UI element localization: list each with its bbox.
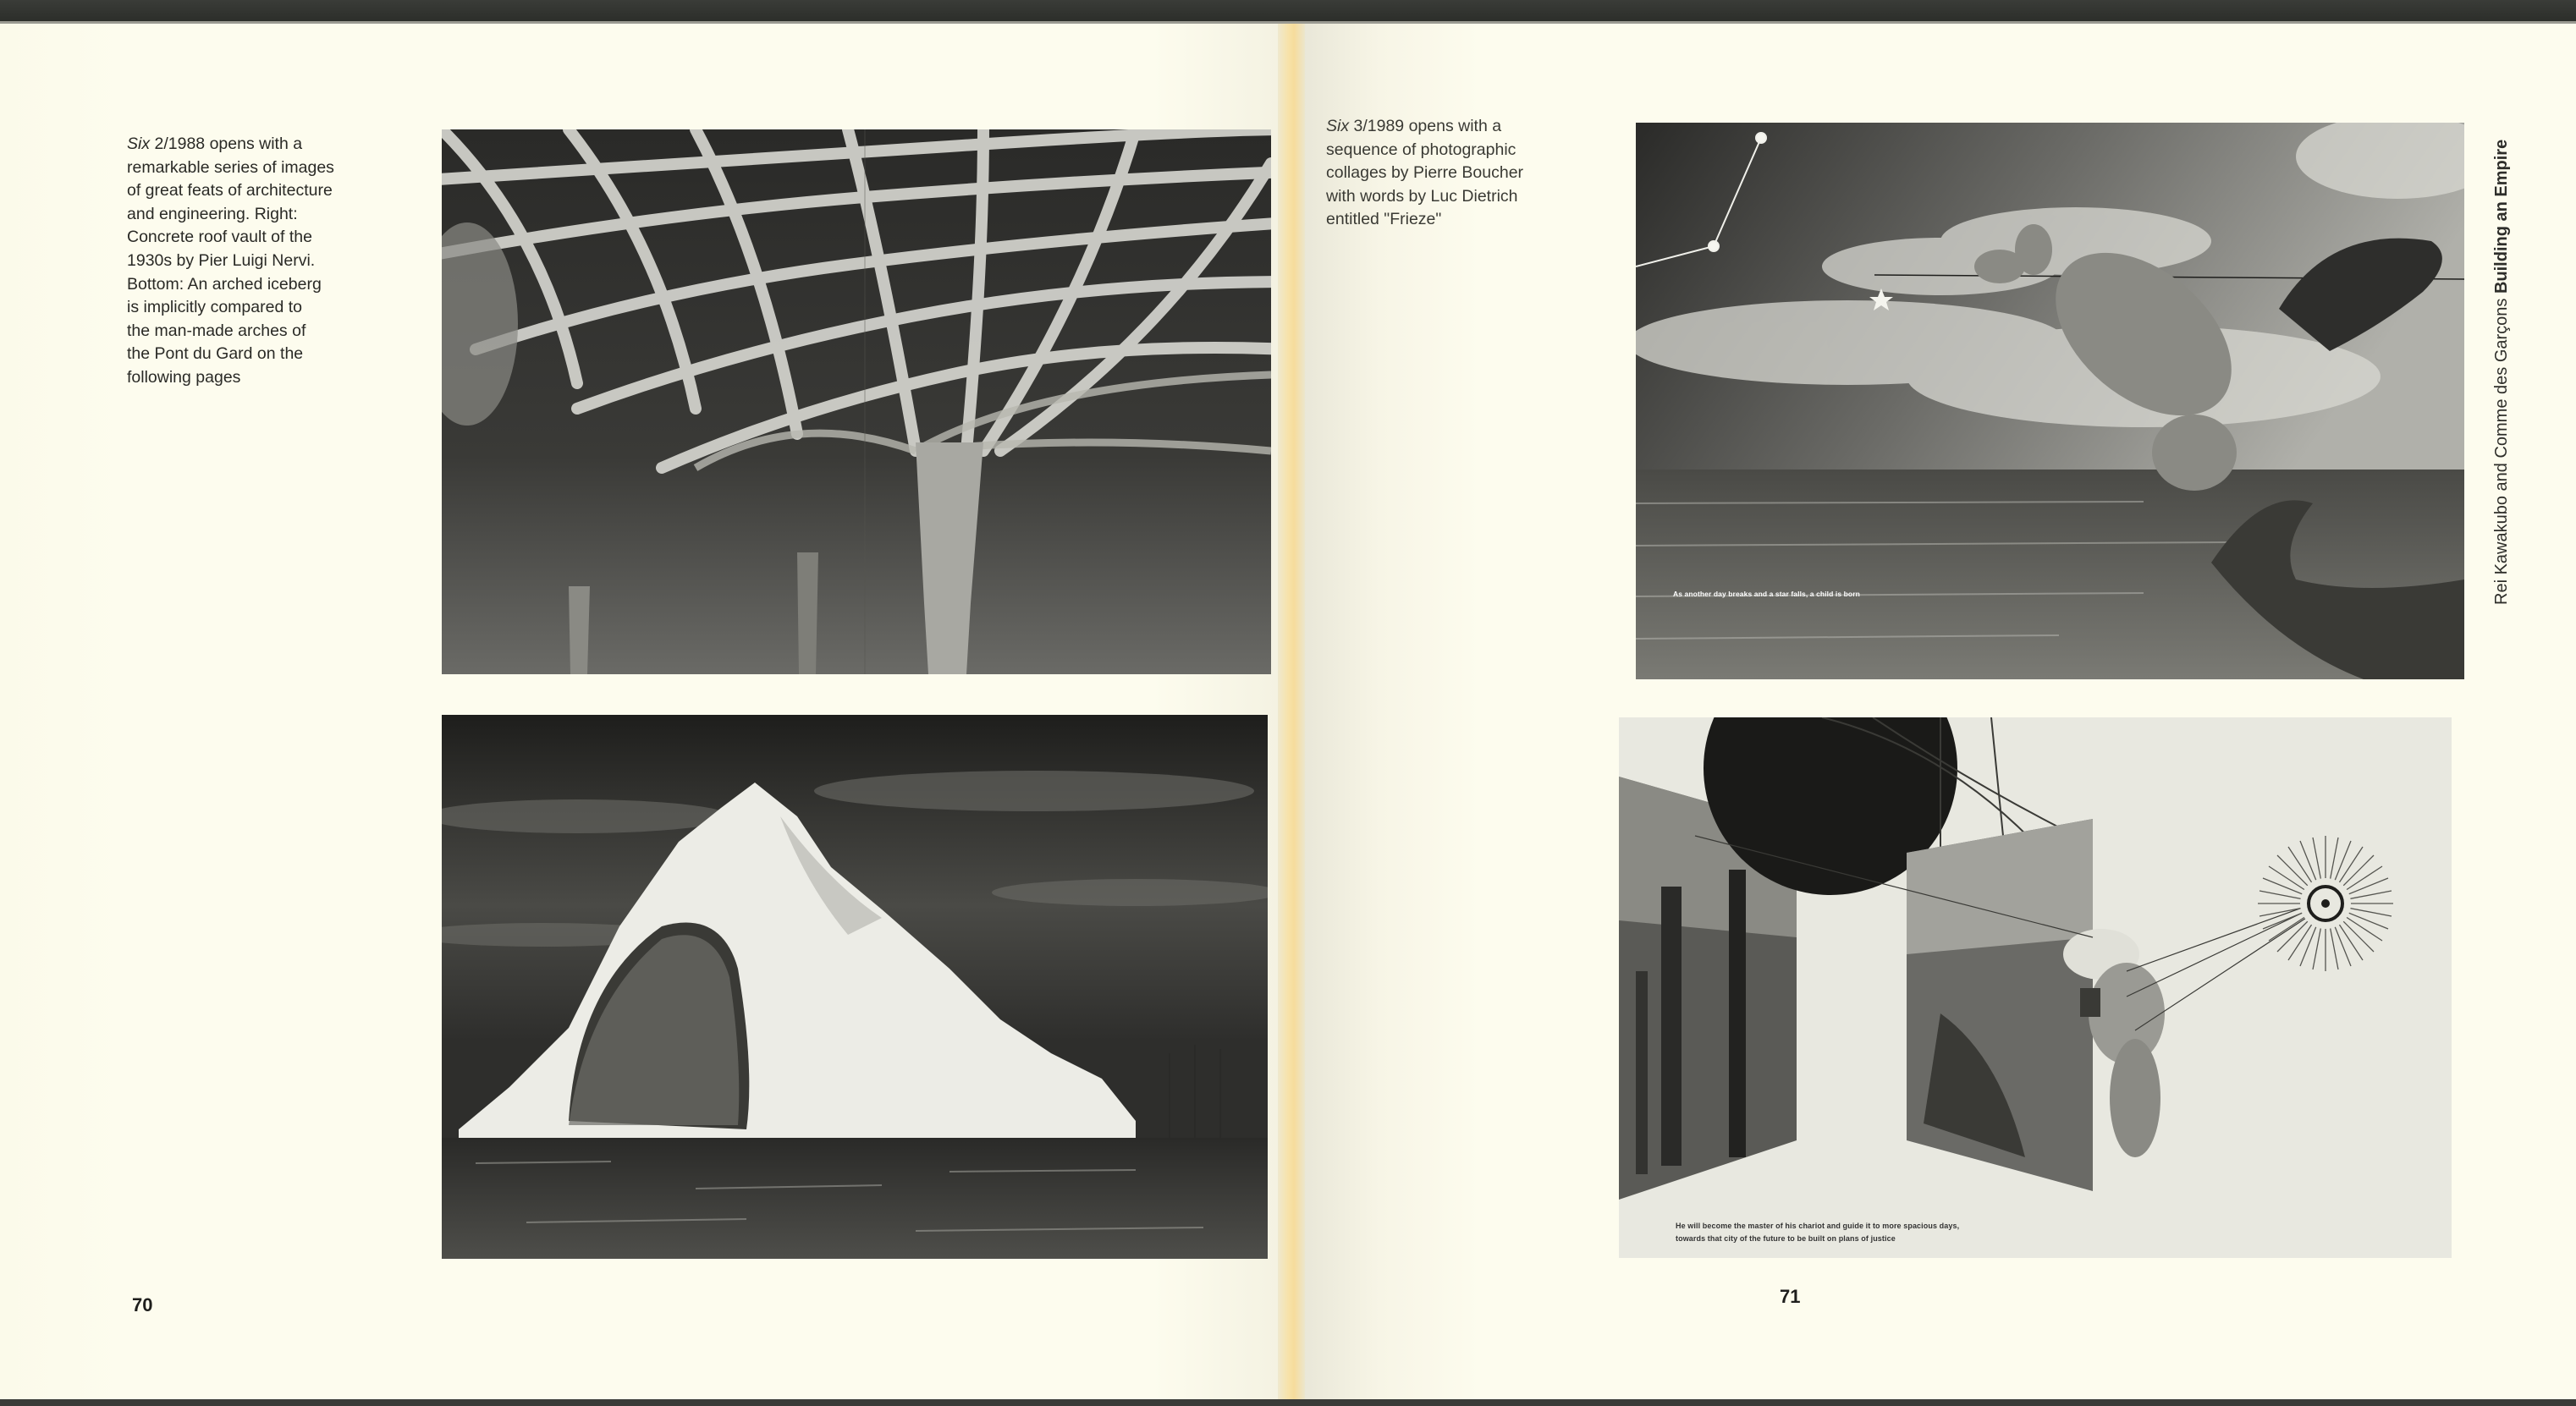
caption-line: remarkable series of images <box>127 157 334 177</box>
caption-line: Concrete roof vault of the <box>127 228 312 247</box>
collage-city-illustration <box>1619 717 2452 1258</box>
book-spine <box>1278 24 1305 1399</box>
running-head <box>2492 140 2512 605</box>
caption-line: collages by Pierre Boucher <box>1326 163 1524 183</box>
caption-line: He will become the master of his chariot and guide it to more spacious days, <box>1676 1222 1960 1230</box>
running-head-author: Rei Kawakubo and Comme des Garçons <box>2492 294 2511 605</box>
caption-italic-title: Six <box>1326 117 1350 135</box>
caption-line: is implicitly compared to <box>127 298 302 317</box>
photo-collage-city-future <box>1619 717 2452 1258</box>
vault-illustration <box>442 129 1271 674</box>
sun-target-icon <box>2258 836 2393 971</box>
caption-line: towards that city of the future to be built on plans of justice <box>1676 1234 1896 1243</box>
caption-line: 3/1989 opens with a <box>1349 117 1502 135</box>
caption-line: entitled "Frieze" <box>1326 210 1442 229</box>
caption-line: Bottom: An arched iceberg <box>127 274 322 294</box>
photo-collage-child-born <box>1636 123 2464 679</box>
photo-concrete-vault <box>442 129 1271 674</box>
page-number-right: 71 <box>1780 1286 1801 1307</box>
caption-line: sequence of photographic <box>1326 140 1516 159</box>
caption-italic-title: Six <box>127 135 151 153</box>
left-caption <box>127 133 381 390</box>
scanner-bottom-edge <box>0 1399 2576 1406</box>
image-overlay-caption <box>1676 1220 1959 1245</box>
caption-line: the Pont du Gard on the <box>127 344 304 364</box>
caption-line: 2/1988 opens with a <box>150 135 303 153</box>
image-overlay-caption: As another day breaks and a star falls, a child is born <box>1673 590 1860 598</box>
photo-arched-iceberg <box>442 715 1268 1259</box>
scanner-top-edge <box>0 0 2576 24</box>
running-head-title: Building an Empire <box>2492 139 2511 294</box>
caption-line: following pages <box>127 367 241 387</box>
caption-line: the man-made arches of <box>127 321 306 340</box>
caption-line: and engineering. Right: <box>127 204 298 223</box>
right-caption <box>1326 115 1580 232</box>
iceberg-illustration <box>442 715 1268 1259</box>
caption-line: 1930s by Pier Luigi Nervi. <box>127 250 316 270</box>
caption-line: with words by Luc Dietrich <box>1326 186 1518 206</box>
page-number-left: 70 <box>132 1294 153 1315</box>
caption-line: of great feats of architecture <box>127 181 333 200</box>
